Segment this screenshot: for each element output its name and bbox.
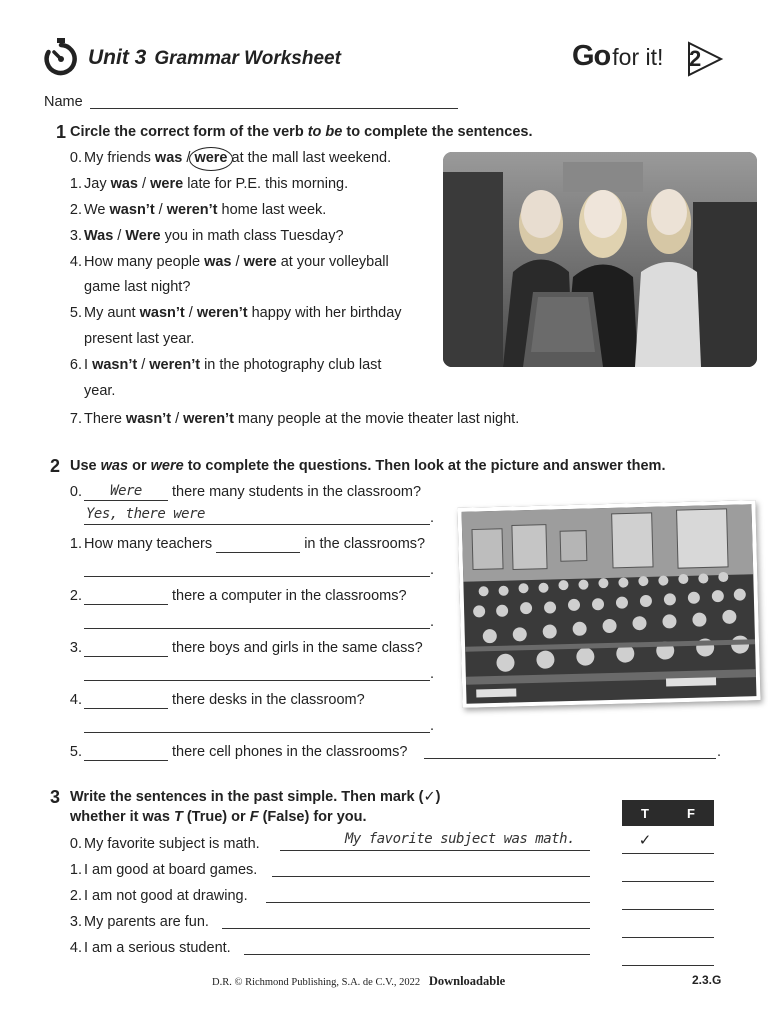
item-text: there desks in the classroom? [168, 692, 365, 708]
item-text: many people at the movie theater last night. [233, 411, 520, 427]
separator: / [231, 254, 244, 270]
ex1-item-0 [66, 149, 391, 167]
item-text: late for P.E. this morning. [183, 176, 349, 192]
title-part: to complete the sentences. [342, 124, 533, 140]
circle-mark [189, 147, 233, 171]
ex2-item-5 [66, 743, 407, 761]
option-b[interactable]: were [150, 176, 184, 192]
photo-vintage-classroom [457, 500, 760, 708]
answer-line-5[interactable] [424, 758, 716, 759]
false-cell[interactable] [668, 882, 714, 910]
exercise-1-title [70, 124, 533, 140]
item-number: 3. [69, 228, 82, 244]
brand-logo [572, 40, 663, 73]
table-row [622, 854, 714, 882]
ex1-item-2 [66, 201, 326, 219]
false-cell[interactable] [668, 910, 714, 938]
ex1-item-4-cont: game last night? [84, 279, 191, 295]
ex3-item-0 [66, 835, 260, 853]
separator: / [138, 176, 151, 192]
option-a[interactable]: was [110, 176, 139, 192]
answer-line-1[interactable] [84, 576, 430, 577]
ex3-item-1 [66, 861, 257, 879]
option-b-text: were [194, 150, 228, 166]
stopwatch-icon [44, 38, 78, 76]
separator: / [184, 305, 197, 321]
logo-text: for it! [612, 44, 664, 70]
item-number: 0. [69, 150, 82, 166]
item-text: My parents are fun. [84, 914, 209, 930]
item-text: I am a serious student. [84, 940, 231, 956]
item-number: 2. [69, 202, 82, 218]
option-a[interactable]: wasn’t [92, 357, 138, 373]
item-number: 1. [69, 176, 82, 192]
name-field[interactable] [90, 108, 458, 109]
title-part-italic: T [173, 809, 183, 825]
title-part: ) [435, 789, 441, 805]
col-true-header: T [622, 800, 668, 826]
item-text: there many students in the classroom? [168, 484, 422, 500]
item-text: I am not good at drawing. [84, 888, 248, 904]
title-part: to complete the questions. Then look at the picture and answer them. [183, 458, 666, 474]
item-text: I am good at board games. [84, 862, 258, 878]
item-number: 4. [69, 254, 82, 270]
period: . [717, 744, 722, 760]
option-a[interactable]: was [204, 254, 232, 270]
option-a[interactable]: was [154, 150, 183, 166]
option-a[interactable]: wasn’t [139, 305, 185, 321]
fill-blank-filled[interactable] [84, 485, 168, 501]
item-text: How many teachers [84, 536, 217, 552]
separator: / [154, 202, 167, 218]
true-cell[interactable] [622, 910, 668, 938]
option-b[interactable]: weren’t [196, 305, 248, 321]
ex2-item-3 [66, 639, 423, 657]
ex1-item-3 [66, 227, 344, 245]
title-part-italic: was [100, 458, 129, 474]
item-text: there a computer in the classrooms? [168, 588, 407, 604]
item-number: 3. [69, 914, 82, 930]
item-number: 2. [69, 888, 82, 904]
item-number: 2. [69, 588, 82, 604]
exercise-1-number: 1 [56, 122, 67, 142]
ex2-item-4 [66, 691, 365, 709]
table-row [622, 938, 714, 966]
false-cell[interactable] [668, 854, 714, 882]
downloadable-label: Downloadable [428, 974, 506, 988]
item-number: 4. [69, 940, 82, 956]
item-number: 7. [69, 411, 82, 427]
false-cell[interactable] [668, 826, 714, 854]
answer-line-ex3-1[interactable] [272, 876, 590, 877]
option-b-circled[interactable] [194, 150, 227, 166]
fill-blank[interactable] [84, 589, 168, 605]
item-number: 0. [69, 836, 82, 852]
true-cell[interactable] [622, 854, 668, 882]
col-false-header: F [668, 800, 714, 826]
title-part-italic: to be [307, 124, 343, 140]
option-a[interactable]: Was [84, 228, 114, 244]
page-code: 2.3.G [692, 973, 722, 987]
answer-line-ex3-4[interactable] [244, 954, 590, 955]
item-number: 3. [69, 640, 82, 656]
period: . [430, 614, 435, 630]
answer-line-ex3-0[interactable] [280, 850, 590, 851]
period: . [430, 562, 435, 578]
answer-line-0[interactable] [84, 524, 430, 525]
fill-blank[interactable] [84, 745, 168, 761]
title-part: Write the sentences in the past simple. Then mark ( [70, 789, 424, 805]
true-cell[interactable] [622, 882, 668, 910]
check-mark-icon: ✓ [423, 789, 436, 805]
ex1-item-1 [66, 175, 348, 193]
item-text: in the photography club last [200, 357, 382, 373]
ex3-item-2 [66, 887, 248, 905]
ex1-item-5 [66, 304, 402, 322]
ex2-item-2 [66, 587, 407, 605]
exercise-3-number: 3 [50, 787, 61, 807]
unit-label: Unit 3 [88, 46, 147, 69]
table-row [622, 910, 714, 938]
title-part: whether it was [70, 809, 174, 825]
answer-line-ex3-3[interactable] [222, 928, 590, 929]
handwritten-answer: Were [110, 483, 142, 499]
item-number: 5. [69, 744, 82, 760]
photo-girls-shopping [443, 152, 757, 367]
separator: / [182, 150, 195, 166]
item-text: home last week. [217, 202, 327, 218]
item-text: in the classrooms? [300, 536, 426, 552]
answer-line-4[interactable] [84, 732, 430, 733]
true-cell-checked[interactable]: ✓ [622, 826, 668, 854]
period: . [430, 510, 435, 526]
unit-title [88, 46, 341, 70]
copyright: D.R. © Richmond Publishing, S.A. de C.V., 2022 [212, 977, 421, 988]
option-b[interactable]: were [243, 254, 277, 270]
item-text: How many people [84, 254, 205, 270]
title-part: Circle the correct form of the verb [70, 124, 308, 140]
item-text: there boys and girls in the same class? [168, 640, 423, 656]
item-text: There [84, 411, 126, 427]
table-header-row [622, 800, 714, 826]
logo-number: 2 [689, 46, 702, 71]
item-number: 1. [69, 862, 82, 878]
option-a[interactable]: wasn’t [125, 411, 172, 427]
item-text: I [84, 357, 93, 373]
item-text: there cell phones in the classrooms? [168, 744, 408, 760]
item-number: 0. [69, 484, 82, 500]
ex3-item-4 [66, 939, 231, 957]
item-text: happy with her birthday [247, 305, 402, 321]
ex1-item-4 [66, 253, 389, 271]
answer-line-3[interactable] [84, 680, 430, 681]
worksheet-title: Grammar Worksheet [154, 48, 341, 69]
option-a[interactable]: wasn’t [109, 202, 155, 218]
answer-line-2[interactable] [84, 628, 430, 629]
true-cell[interactable] [622, 938, 668, 966]
item-text: We [84, 202, 110, 218]
name-label: Name [44, 94, 83, 110]
item-text: at your volleyball [276, 254, 389, 270]
false-cell[interactable] [668, 938, 714, 966]
fill-blank[interactable] [84, 693, 168, 709]
footer [212, 974, 505, 989]
item-text: you in math class Tuesday? [160, 228, 344, 244]
ex1-item-7 [66, 410, 519, 428]
table-row [622, 882, 714, 910]
title-part-italic: were [150, 458, 184, 474]
title-part: or [128, 458, 151, 474]
answer-line-ex3-2[interactable] [266, 902, 590, 903]
item-number: 4. [69, 692, 82, 708]
play-triangle-icon [686, 40, 724, 78]
title-part: (True) or [182, 809, 250, 825]
exercise-3-title-line2 [70, 809, 367, 825]
ex1-item-5-cont: present last year. [84, 331, 195, 347]
example-answer: Yes, there were [86, 506, 205, 522]
item-number: 5. [69, 305, 82, 321]
ex1-item-6-cont: year. [84, 383, 116, 399]
item-text: at the mall last weekend. [227, 150, 392, 166]
title-part-italic: F [249, 809, 259, 825]
separator: / [113, 228, 126, 244]
option-b[interactable]: Were [125, 228, 161, 244]
separator: / [137, 357, 150, 373]
fill-blank[interactable] [84, 641, 168, 657]
exercise-3-title-line1 [70, 789, 440, 805]
period: . [430, 718, 435, 734]
item-text: Jay [84, 176, 111, 192]
exercise-2-title [70, 458, 665, 474]
ex2-item-1 [66, 535, 425, 553]
item-number: 6. [69, 357, 82, 373]
title-part: Use [70, 458, 101, 474]
ex3-item-3 [66, 913, 209, 931]
table-row [622, 826, 714, 854]
option-b[interactable]: weren’t [149, 357, 201, 373]
item-number: 1. [69, 536, 82, 552]
exercise-2-number: 2 [50, 456, 61, 476]
item-text: My aunt [84, 305, 140, 321]
separator: / [171, 411, 184, 427]
fill-blank[interactable] [216, 537, 300, 553]
option-b[interactable]: weren’t [166, 202, 218, 218]
item-text: My friends [84, 150, 155, 166]
ex1-item-6 [66, 356, 381, 374]
example-answer-ex3: My favorite subject was math. [345, 831, 575, 847]
title-part: (False) for you. [258, 809, 367, 825]
item-text: My favorite subject is math. [84, 836, 260, 852]
period: . [430, 666, 435, 682]
ex2-item-0 [66, 483, 421, 501]
logo-go: Go [572, 40, 611, 72]
true-false-table [622, 800, 714, 966]
option-b[interactable]: weren’t [183, 411, 234, 427]
